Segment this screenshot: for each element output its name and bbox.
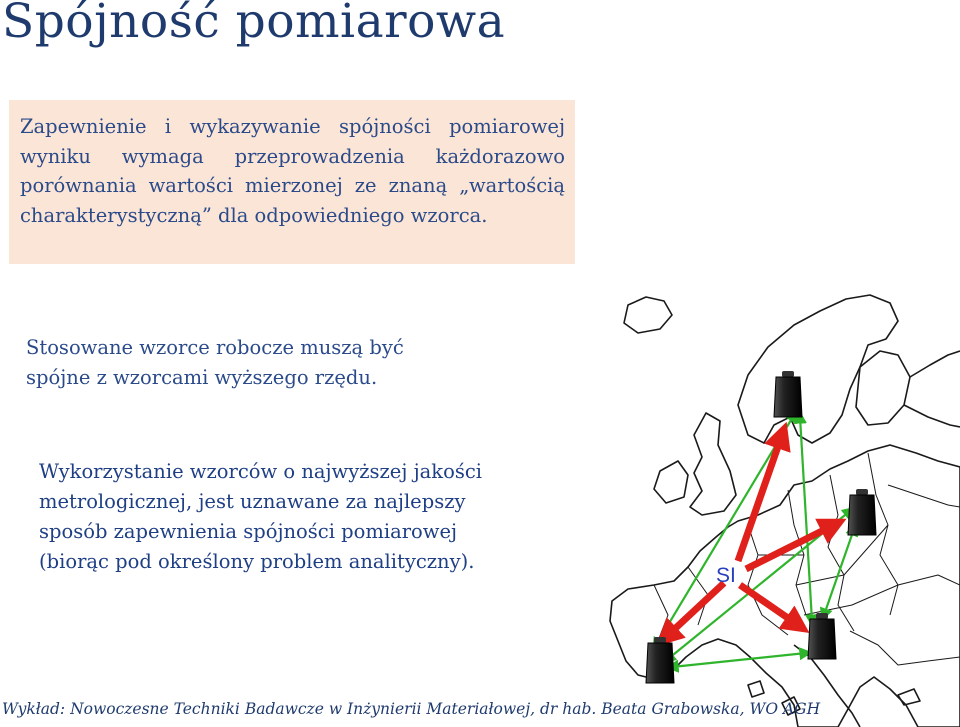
weight-icon-north	[774, 371, 802, 417]
continent-outline	[610, 445, 960, 727]
red-arrow-si-southeast	[740, 585, 798, 625]
green-arrow-north-se	[800, 417, 812, 621]
red-arrow-si-southwest	[666, 583, 724, 637]
scandinavia-outline	[738, 295, 898, 443]
green-arrow-sw-se	[672, 653, 806, 667]
callout-box	[9, 100, 575, 264]
paragraph-highest-quality-standards: Wykorzystanie wzorców o najwyższej jakości metrologicznej, jest uznawane za najlepszy sposób zapewnienia spójności pomiarowej (biorąc pod określony problem analityczny).	[39, 460, 482, 573]
red-arrows	[666, 435, 834, 637]
europe-map-figure	[598, 285, 960, 727]
si-label: SI	[716, 564, 736, 587]
east-border-outline	[904, 351, 960, 427]
britain-outline	[690, 413, 736, 515]
island-1	[748, 681, 764, 697]
callout-text: Zapewnienie i wykazywanie spójności pomiarowej wyniku wymaga przeprowadzenia każdorazowo porównania wartości mierzonej ze znaną „wartością charakterystyczną” dla odpowiedniego wzorca.	[20, 115, 565, 227]
weight-icon-east	[848, 489, 876, 535]
island-3	[898, 689, 920, 705]
iceland-outline	[624, 297, 672, 333]
red-arrow-si-east	[746, 525, 834, 569]
finland-outline	[856, 351, 910, 425]
ireland-outline	[654, 461, 688, 503]
footer-lecture-info: Wykład: Nowoczesne Techniki Badawcze w Inżynierii Materiałowej, dr hab. Beata Grabowska, WO AGH	[2, 700, 821, 718]
slide-title: Spójność pomiarowa	[2, 0, 506, 49]
weight-icon-southeast	[808, 613, 836, 659]
weight-icon-southwest	[646, 637, 674, 683]
paragraph-working-standards: Stosowane wzorce robocze muszą być spójne z wzorcami wyższego rzędu.	[26, 336, 404, 389]
